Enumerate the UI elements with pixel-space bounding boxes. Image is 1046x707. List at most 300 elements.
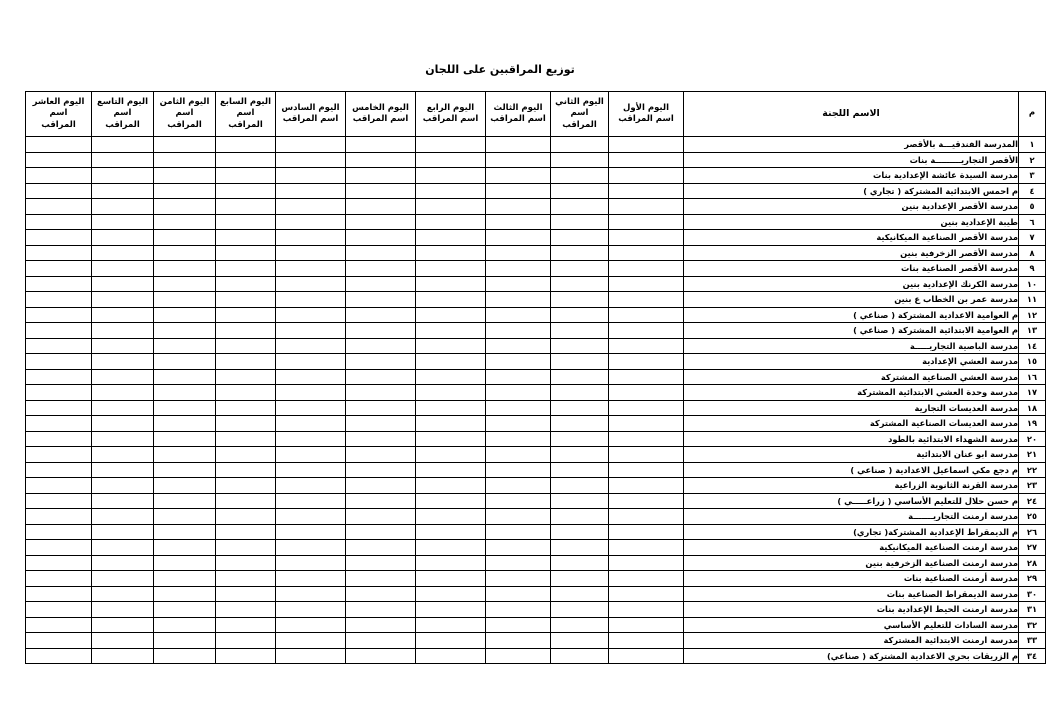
header-committee: الاسم اللجنة [684,92,1019,137]
observer-cell [609,183,684,199]
observer-cell [154,524,216,540]
committees-table [25,91,1046,664]
row-number: ١٦ [1019,369,1046,385]
observer-cell [486,400,551,416]
observer-cell [276,555,346,571]
committee-name: طيبة الإعدادية بنين [684,214,1019,230]
committee-name: مدرسة العشي الإعدادية [684,354,1019,370]
table-row [26,416,1046,432]
observer-cell [154,354,216,370]
observer-cell [609,214,684,230]
observer-cell [416,292,486,308]
observer-cell [346,152,416,168]
observer-cell [346,183,416,199]
header-day-line: اليوم الخامس [352,102,409,113]
header-day-line: المراقب [562,119,597,130]
observer-cell [486,261,551,277]
observer-cell [92,555,154,571]
row-number: ٢٦ [1019,524,1046,540]
observer-cell [416,431,486,447]
observer-cell [416,214,486,230]
observer-cell [154,509,216,525]
observer-cell [276,400,346,416]
observer-cell [154,137,216,153]
header-day-3 [486,92,551,137]
header-day-10 [26,92,92,137]
observer-cell [609,292,684,308]
observer-cell [486,152,551,168]
table-row [26,648,1046,664]
observer-cell [216,524,276,540]
observer-cell [346,261,416,277]
committee-name: مدرسة السيدة عائشة الإعدادية بنات [684,168,1019,184]
observer-cell [216,369,276,385]
observer-cell [416,478,486,494]
observer-cell [609,276,684,292]
observer-cell [416,602,486,618]
observer-cell [416,369,486,385]
table-row [26,602,1046,618]
observer-cell [154,571,216,587]
header-day-9 [92,92,154,137]
row-number: ١٥ [1019,354,1046,370]
observer-cell [92,447,154,463]
observer-cell [416,323,486,339]
observer-cell [276,617,346,633]
observer-cell [154,214,216,230]
table-row [26,152,1046,168]
observer-cell [154,493,216,509]
observer-cell [486,385,551,401]
observer-cell [216,555,276,571]
observer-cell [551,617,609,633]
observer-cell [416,261,486,277]
row-number: ٢٢ [1019,462,1046,478]
observer-cell [92,540,154,556]
observer-cell [26,261,92,277]
observer-cell [416,137,486,153]
observer-cell [346,307,416,323]
observer-cell [609,602,684,618]
row-number: ٢٥ [1019,509,1046,525]
observer-cell [276,338,346,354]
table-row [26,245,1046,261]
observer-cell [416,509,486,525]
observer-cell [486,447,551,463]
observer-cell [551,493,609,509]
observer-cell [346,602,416,618]
table-row [26,292,1046,308]
observer-cell [92,571,154,587]
observer-cell [276,509,346,525]
observer-cell [346,245,416,261]
observer-cell [276,230,346,246]
observer-cell [276,571,346,587]
observer-cell [276,261,346,277]
row-number: ٣٠ [1019,586,1046,602]
committee-name: مدرسة العشي الصناعية المشتركة [684,369,1019,385]
observer-cell [276,354,346,370]
observer-cell [486,369,551,385]
observer-cell [276,307,346,323]
observer-cell [609,152,684,168]
observer-cell [26,540,92,556]
committee-name: مدرسة الشهداء الابتدائية بالطود [684,431,1019,447]
committee-name: مدرسة الديمقراط الصناعية بنات [684,586,1019,602]
observer-cell [154,307,216,323]
table-row [26,230,1046,246]
table-row [26,540,1046,556]
observer-cell [216,214,276,230]
observer-cell [609,431,684,447]
observer-cell [416,540,486,556]
observer-cell [276,447,346,463]
observer-cell [216,183,276,199]
header-day-line: اسم المراقب [422,114,479,124]
observer-cell [26,555,92,571]
committee-name: م العوامية الاعدادية المشتركة ( صناعي ) [684,307,1019,323]
observer-cell [216,493,276,509]
header-day-line: اليوم الأول [623,102,669,113]
observer-cell [154,276,216,292]
observer-cell [416,168,486,184]
observer-cell [92,168,154,184]
observer-cell [154,369,216,385]
table-row [26,586,1046,602]
observer-cell [92,462,154,478]
header-day-line: المراقب [41,119,76,130]
observer-cell [26,509,92,525]
observer-cell [486,478,551,494]
observer-cell [26,183,92,199]
committee-name: مدرسة ارمنت الصناعية الزخرفية بنين [684,555,1019,571]
table-row [26,338,1046,354]
table-row [26,493,1046,509]
observer-cell [92,245,154,261]
observer-cell [26,586,92,602]
observer-cell [609,230,684,246]
observer-cell [26,493,92,509]
observer-cell [92,431,154,447]
observer-cell [609,137,684,153]
table-row [26,369,1046,385]
observer-cell [609,261,684,277]
observer-cell [346,633,416,649]
row-number: ٦ [1019,214,1046,230]
observer-cell [551,292,609,308]
committee-name: مدرسة العديسات الصناعية المشتركة [684,416,1019,432]
observer-cell [486,168,551,184]
observer-cell [609,571,684,587]
observer-cell [486,571,551,587]
observer-cell [346,276,416,292]
observer-cell [26,369,92,385]
observer-cell [26,137,92,153]
header-day-line: اسم [570,108,589,119]
observer-cell [276,152,346,168]
row-number: ٣٢ [1019,617,1046,633]
observer-cell [551,540,609,556]
observer-cell [276,168,346,184]
observer-cell [416,400,486,416]
table-row [26,307,1046,323]
observer-cell [551,648,609,664]
observer-cell [216,276,276,292]
observer-cell [486,509,551,525]
header-day-line: المراقب [228,119,263,130]
header-day-line: اليوم السابع [219,96,272,107]
observer-cell [486,354,551,370]
observer-cell [26,199,92,215]
observer-cell [276,183,346,199]
observer-cell [609,385,684,401]
row-number: ١٢ [1019,307,1046,323]
observer-cell [486,323,551,339]
observer-cell [346,137,416,153]
observer-cell [609,586,684,602]
committee-name: مدرسة وحدة العشي الابتدائية المشتركة [684,385,1019,401]
observer-cell [92,416,154,432]
observer-cell [416,524,486,540]
table-row [26,633,1046,649]
observer-cell [346,168,416,184]
observer-cell [346,509,416,525]
observer-cell [26,338,92,354]
committee-name: مدرسة الأقصر الصناعية بنات [684,261,1019,277]
observer-cell [551,602,609,618]
header-day-1 [609,92,684,137]
observer-cell [154,168,216,184]
observer-cell [276,276,346,292]
observer-cell [276,540,346,556]
table-row [26,555,1046,571]
page-title: توزيع المراقبين على اللجان [425,63,575,76]
observer-cell [276,431,346,447]
observer-cell [154,617,216,633]
observer-cell [416,571,486,587]
observer-cell [216,168,276,184]
header-day-line: اليوم التاسع [96,96,149,107]
row-number: ٢٠ [1019,431,1046,447]
observer-cell [346,447,416,463]
observer-cell [26,214,92,230]
observer-cell [276,199,346,215]
observer-cell [486,602,551,618]
committee-name: مدرسة الكرنك الإعدادية بنين [684,276,1019,292]
header-day-line: اليوم السادس [281,102,340,113]
observer-cell [26,602,92,618]
row-number: ٢٤ [1019,493,1046,509]
observer-cell [346,478,416,494]
committee-name: م الزريقات بحري الاعدادية المشتركة ( صناعي) [684,648,1019,664]
row-number: ٣ [1019,168,1046,184]
table-row [26,400,1046,416]
table-row [26,137,1046,153]
table-row [26,478,1046,494]
observer-cell [551,478,609,494]
observer-cell [154,230,216,246]
observer-cell [154,416,216,432]
observer-cell [154,555,216,571]
table-header-row [26,92,1046,137]
committee-name: مدرسة ارمنت الصناعية الميكانيكية [684,540,1019,556]
observer-cell [216,292,276,308]
observer-cell [346,540,416,556]
observer-cell [416,555,486,571]
observer-cell [346,648,416,664]
observer-cell [216,509,276,525]
header-day-line: المراقب [167,119,202,130]
table-row [26,431,1046,447]
observer-cell [92,524,154,540]
table-row [26,462,1046,478]
observer-cell [216,462,276,478]
observer-cell [154,478,216,494]
observer-cell [26,307,92,323]
observer-cell [551,230,609,246]
header-day-8 [154,92,216,137]
row-number: ٢١ [1019,447,1046,463]
table-row [26,168,1046,184]
observer-cell [346,230,416,246]
observer-cell [486,431,551,447]
committee-name: م الديمقراط الإعدادية المشتركة( تجاري) [684,524,1019,540]
observer-cell [92,323,154,339]
observer-cell [92,385,154,401]
observer-cell [26,416,92,432]
row-number: ٢٩ [1019,571,1046,587]
row-number: ٣٤ [1019,648,1046,664]
observer-cell [346,431,416,447]
observer-cell [26,152,92,168]
observer-cell [551,586,609,602]
observer-cell [551,338,609,354]
observer-cell [609,338,684,354]
observer-cell [486,493,551,509]
observer-cell [609,633,684,649]
row-number: ٨ [1019,245,1046,261]
observer-cell [276,633,346,649]
observer-cell [26,431,92,447]
observer-cell [416,617,486,633]
observer-cell [346,338,416,354]
row-number: ٣١ [1019,602,1046,618]
observer-cell [416,586,486,602]
observer-cell [551,431,609,447]
observer-cell [346,369,416,385]
observer-cell [609,416,684,432]
observer-cell [346,555,416,571]
row-number: ٧ [1019,230,1046,246]
row-number: ١٧ [1019,385,1046,401]
row-number: ٥ [1019,199,1046,215]
observer-cell [216,354,276,370]
header-day-5 [346,92,416,137]
observer-cell [92,602,154,618]
header-day-line: اليوم الثامن [159,96,210,107]
observer-cell [551,199,609,215]
observer-cell [486,462,551,478]
observer-cell [154,385,216,401]
observer-cell [26,478,92,494]
observer-cell [154,338,216,354]
observer-cell [416,416,486,432]
observer-cell [154,633,216,649]
row-number: ١٠ [1019,276,1046,292]
observer-cell [26,276,92,292]
observer-cell [92,509,154,525]
observer-cell [276,385,346,401]
observer-cell [416,199,486,215]
observer-cell [92,152,154,168]
observer-cell [154,602,216,618]
observer-cell [551,447,609,463]
observer-cell [216,648,276,664]
observer-cell [551,276,609,292]
observer-cell [276,292,346,308]
observer-cell [551,555,609,571]
observer-cell [551,633,609,649]
observer-cell [551,571,609,587]
observer-cell [92,276,154,292]
row-number: ٢ [1019,152,1046,168]
row-number: ١١ [1019,292,1046,308]
observer-cell [416,230,486,246]
observer-cell [551,354,609,370]
committee-name: م دجع مكي اسماعيل الاعدادية ( صناعي ) [684,462,1019,478]
observer-cell [216,478,276,494]
observer-cell [276,323,346,339]
observer-cell [216,447,276,463]
observer-cell [276,137,346,153]
observer-cell [92,478,154,494]
observer-cell [216,431,276,447]
observer-cell [92,307,154,323]
committee-name: مدرسة ارمنت التجاريـــــــة [684,509,1019,525]
observer-cell [551,245,609,261]
observer-cell [346,416,416,432]
observer-cell [26,617,92,633]
observer-cell [346,571,416,587]
observer-cell [216,152,276,168]
observer-cell [551,323,609,339]
observer-cell [486,648,551,664]
header-day-line: اسم المراقب [490,114,546,124]
observer-cell [609,199,684,215]
observer-cell [216,586,276,602]
observer-cell [26,230,92,246]
committee-name: الأقصر التجاريـــــــــة بنات [684,152,1019,168]
header-day-line: اسم [113,108,132,119]
observer-cell [154,199,216,215]
observer-cell [154,245,216,261]
observer-cell [609,555,684,571]
observer-cell [486,292,551,308]
observer-cell [276,369,346,385]
observer-cell [609,462,684,478]
observer-cell [92,354,154,370]
committee-name: المدرسة الفندقيـــة بالأقصر [684,137,1019,153]
observer-cell [609,369,684,385]
observer-cell [154,400,216,416]
observer-cell [551,307,609,323]
header-day-7 [216,92,276,137]
observer-cell [551,183,609,199]
header-day-line: اسم المراقب [618,114,674,124]
observer-cell [154,431,216,447]
observer-cell [276,602,346,618]
observer-cell [92,199,154,215]
